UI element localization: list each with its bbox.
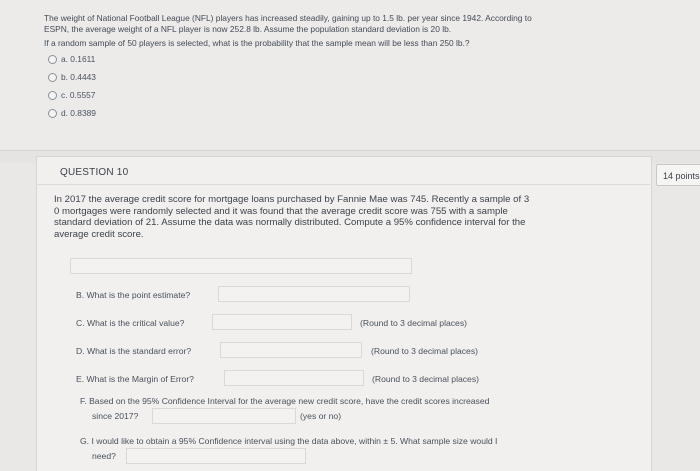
choice-label: c. 0.5557 bbox=[61, 90, 96, 100]
part-a-answer-field[interactable] bbox=[70, 258, 412, 274]
question-stem bbox=[54, 194, 604, 240]
part-c-hint: (Round to 3 decimal places) bbox=[360, 318, 467, 328]
part-c-answer-field[interactable] bbox=[212, 314, 352, 330]
choice-a[interactable] bbox=[48, 54, 95, 64]
prev-question-line: If a random sample of 50 players is selected, what is the probability that the sample mean will be less than 250 lb.? bbox=[44, 38, 470, 48]
radio-button[interactable] bbox=[48, 55, 57, 64]
stem-line: 0 mortgages were randomly selected and it was found that the average credit score was 755 with a sample bbox=[54, 205, 508, 217]
part-f-answer-field[interactable] bbox=[152, 408, 296, 424]
stem-line: average credit score. bbox=[54, 228, 144, 240]
part-d-hint: (Round to 3 decimal places) bbox=[371, 346, 478, 356]
part-e-label: E. What is the Margin of Error? bbox=[76, 374, 194, 384]
radio-button[interactable] bbox=[48, 109, 57, 118]
part-f-label: F. Based on the 95% Confidence Interval for the average new credit score, have the credit scores increased bbox=[80, 396, 490, 406]
part-b-answer-field[interactable] bbox=[218, 286, 410, 302]
question-title: QUESTION 10 bbox=[60, 167, 129, 178]
choice-c[interactable] bbox=[48, 90, 95, 100]
points-badge: 14 points bbox=[656, 164, 700, 186]
prev-question-line: The weight of National Football League (NFL) players has increased steadily, gaining up to 1.5 lb. per year since 1942. According to bbox=[44, 13, 532, 23]
prev-question-line: ESPN, the average weight of a NFL player is now 252.8 lb. Assume the population standard deviation is 20 lb. bbox=[44, 24, 452, 34]
part-g-label-cont: need? bbox=[92, 451, 116, 461]
prev-question-text bbox=[44, 13, 664, 49]
part-g-label: G. I would like to obtain a 95% Confidence interval using the data above, within ± 5. What sample size would I bbox=[80, 436, 498, 446]
radio-button[interactable] bbox=[48, 73, 57, 82]
part-f-hint: (yes or no) bbox=[300, 411, 342, 421]
part-f-label-cont: since 2017? bbox=[92, 411, 139, 421]
part-g-answer-field[interactable] bbox=[126, 448, 306, 464]
choice-label: b. 0.4443 bbox=[61, 72, 96, 82]
choice-b[interactable] bbox=[48, 72, 96, 82]
stem-line: standard deviation of 21. Assume the data was normally distributed. Compute a 95% confidence interval for the bbox=[54, 217, 526, 229]
stem-line: In 2017 the average credit score for mortgage loans purchased by Fannie Mae was 745. Recently a sample of 3 bbox=[54, 194, 530, 205]
choice-label: a. 0.1611 bbox=[61, 54, 96, 64]
part-e-answer-field[interactable] bbox=[224, 370, 364, 386]
part-d-answer-field[interactable] bbox=[220, 342, 362, 358]
part-e-hint: (Round to 3 decimal places) bbox=[372, 374, 479, 384]
radio-button[interactable] bbox=[48, 91, 57, 100]
part-d-label: D. What is the standard error? bbox=[76, 346, 192, 356]
part-b-label: B. What is the point estimate? bbox=[76, 290, 191, 300]
choice-label: d. 0.8389 bbox=[61, 108, 96, 118]
choice-d[interactable] bbox=[48, 108, 96, 118]
part-c-label: C. What is the critical value? bbox=[76, 318, 185, 328]
